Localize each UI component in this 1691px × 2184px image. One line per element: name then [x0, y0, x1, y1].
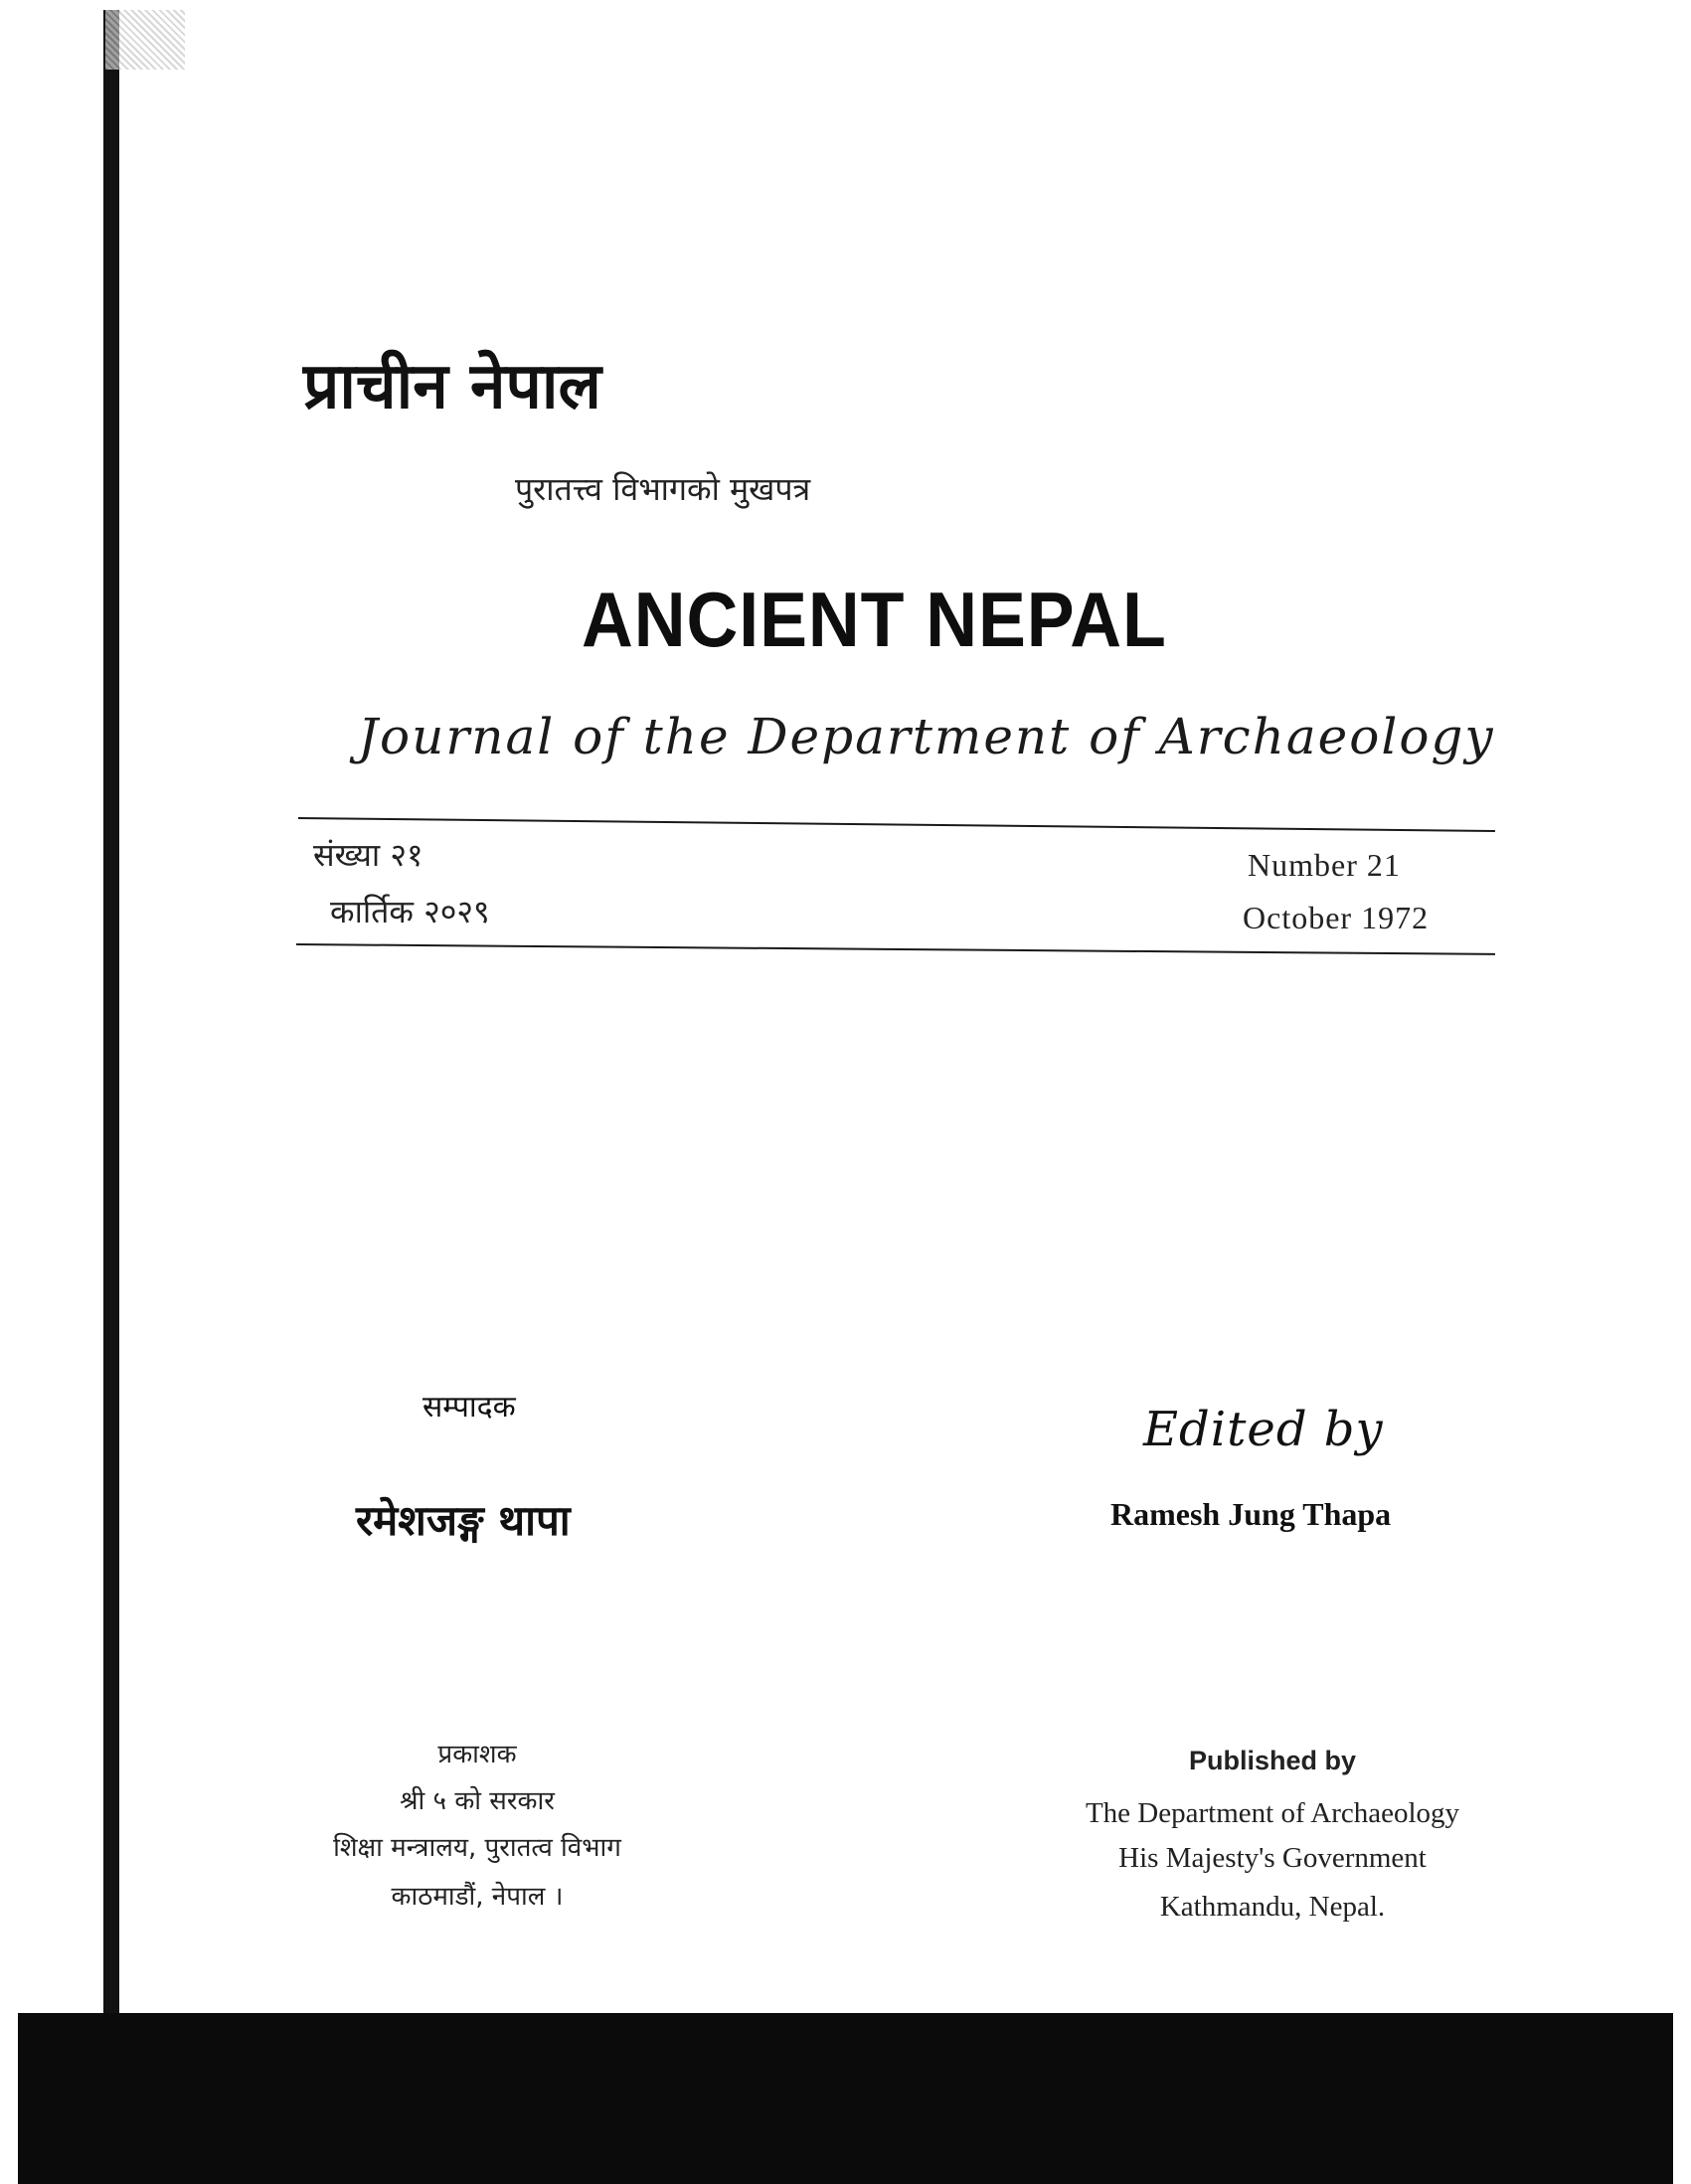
nepali-editor-label: सम्पादक	[423, 1390, 516, 1425]
bottom-divider	[296, 943, 1495, 955]
nepali-publisher-line: प्रकाशक	[437, 1740, 517, 1769]
publisher-line: Kathmandu, Nepal.	[1159, 1891, 1386, 1923]
nepali-journal-title: प्राचीन नेपाल	[303, 350, 601, 423]
top-divider	[298, 817, 1495, 832]
binding-edge	[103, 10, 119, 2018]
journal-subtitle: Journal of the Department of Archaeology	[358, 708, 1495, 765]
scan-noise	[105, 10, 185, 70]
editor-label: Edited by	[1143, 1402, 1384, 1457]
publisher-heading: Published by	[1188, 1746, 1357, 1775]
nepali-publisher-line: शिक्षा मन्त्रालय, पुरातत्व विभाग	[333, 1833, 621, 1863]
publisher-line: The Department of Archaeology	[1085, 1797, 1460, 1829]
editor-name: Ramesh Jung Thapa	[1110, 1496, 1392, 1532]
nepali-issue-date: कार्तिक २०२९	[330, 893, 490, 930]
nepali-editor-name: रमेशजङ्ग थापा	[356, 1496, 571, 1545]
publisher-line: His Majesty's Government	[1118, 1842, 1427, 1874]
issue-number: Number 21	[1248, 847, 1401, 883]
nepali-issue-number: संख्या २१	[313, 836, 423, 874]
journal-title: ANCIENT NEPAL	[582, 576, 1167, 663]
scan-shadow-band	[18, 2013, 1673, 2184]
issue-date: October 1972	[1243, 900, 1430, 935]
nepali-publisher-line: काठमाडौं, नेपाल ।	[391, 1882, 564, 1912]
nepali-publisher-line: श्री ५ को सरकार	[400, 1786, 555, 1816]
nepali-journal-subtitle: पुरातत्त्व विभागको मुखपत्र	[515, 470, 811, 508]
